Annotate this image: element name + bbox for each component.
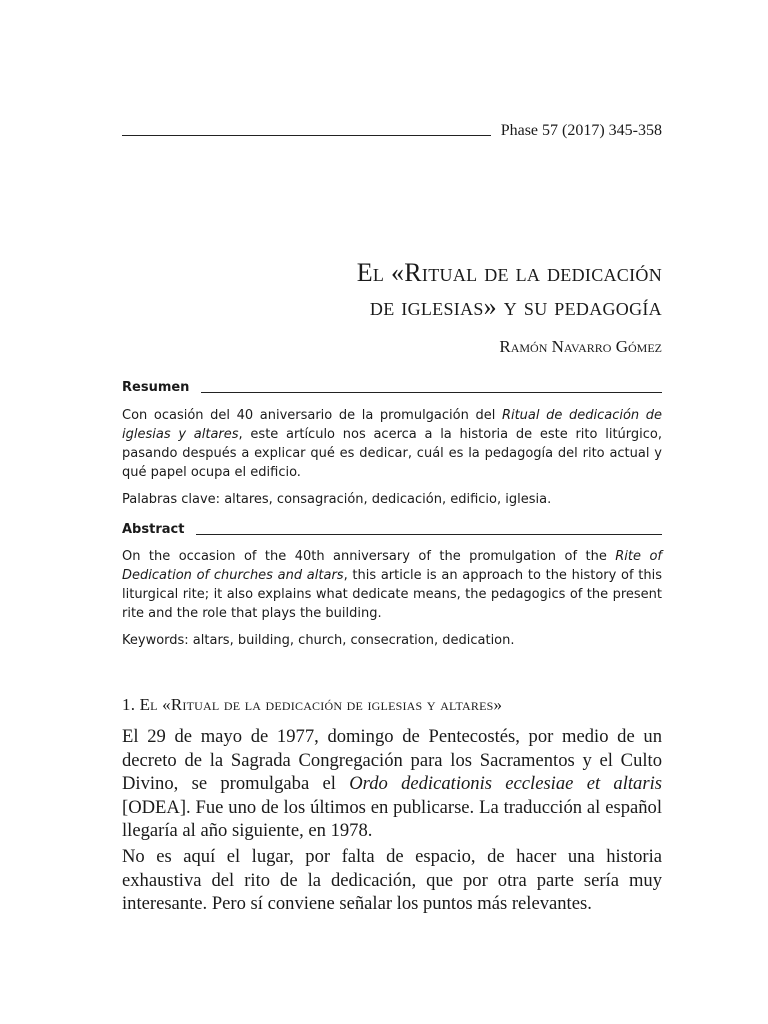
paragraph-1-italic: Ordo dedicationis ecclesiae et altaris (349, 773, 662, 794)
body-paragraph-1 (122, 725, 662, 843)
section-heading: 1. El «Ritual de la dedicación de iglesias y altares» (122, 695, 503, 714)
body-paragraph-2: No es aquí el lugar, por falta de espacio, de hacer una historia exhaustiva del rito de la dedicación, que por otra parte sería muy interesante. Pero sí conviene señalar los puntos más relevantes. (122, 846, 662, 914)
abstract-text (122, 547, 662, 623)
resumen-rule (201, 392, 662, 393)
article-title (142, 256, 662, 324)
abstract-text-italic: Rite of Dedication of churches and altars (122, 549, 662, 583)
abstract-heading (122, 520, 662, 538)
journal-reference: Phase 57 (2017) 345-358 (500, 122, 662, 139)
author-name: Ramón Navarro Gómez (499, 337, 662, 356)
title-line-1: El «Ritual de la dedicación (356, 258, 662, 287)
title-line-2: de iglesias» y su pedagogía (369, 292, 662, 321)
running-header (122, 119, 662, 141)
resumen-keywords: Palabras clave: altares, consagración, dedicación, edificio, iglesia. (122, 492, 552, 507)
abstract-rule (196, 534, 662, 535)
abstract-text-start: On the occasion of the 40th anniversary of the promulgation of the (122, 549, 616, 564)
resumen-text-italic: Ritual de dedicación de iglesias y altares (122, 408, 662, 442)
paragraph-1-start: El 29 de mayo de 1977, domingo de Pentecostés, por medio de un decreto de la Sagrada Congregación para los Sacramentos y el Culto Divino, se promulgaba el (122, 726, 662, 794)
abstract-text-end: , this article is an approach to the history of this liturgical rite; it also explains what dedicate means, the pedagogics of the present rite and the role that plays the building. (122, 568, 663, 621)
resumen-heading (122, 378, 662, 396)
resumen-text (122, 406, 662, 482)
resumen-label: Resumen (122, 380, 190, 395)
abstract-keywords: Keywords: altars, building, church, consecration, dedication. (122, 633, 515, 648)
header-rule (122, 135, 491, 136)
resumen-text-end: , este artículo nos acerca a la historia de este rito litúrgico, pasando después a explicar qué es dedicar, cuál es la pedagogía del rito actual y qué papel ocupa el edificio. (122, 427, 662, 480)
paragraph-1-end: [ODEA]. Fue uno de los últimos en publicarse. La traducción al español llegaría al año siguiente, en 1978. (122, 796, 662, 841)
abstract-label: Abstract (122, 522, 185, 537)
resumen-text-start: Con ocasión del 40 aniversario de la promulgación del (122, 408, 502, 423)
